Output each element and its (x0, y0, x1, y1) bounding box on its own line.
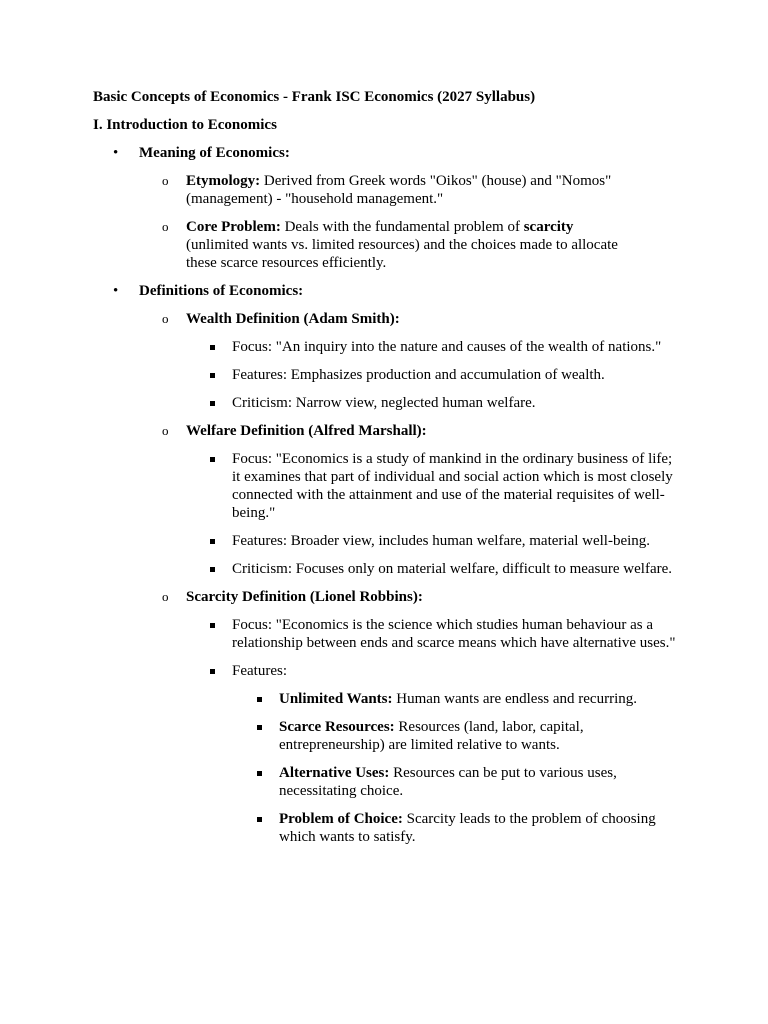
square-bullet-icon (210, 623, 215, 628)
scarcity-label: Scarcity Definition (Lionel Robbins): (186, 589, 423, 605)
square-bullet-icon (210, 539, 215, 544)
list-item-scarcity-definition (93, 588, 693, 606)
list-item-feature-scarce-resources (93, 718, 693, 754)
list-item-core-problem (93, 218, 693, 272)
bullet-icon: • (113, 145, 119, 161)
etymology-body: Derived from Greek words "Oikos" (house) and "Nomos" (management) - "household management." (186, 173, 612, 207)
square-bullet-icon (257, 771, 262, 776)
list-item-definitions (93, 282, 693, 300)
list-item-etymology (93, 172, 693, 208)
square-bullet-icon (210, 345, 215, 350)
square-bullet-icon (210, 373, 215, 378)
welfare-features: Features: Broader view, includes human welfare, material well-being. (232, 533, 651, 549)
document-title: Basic Concepts of Economics - Frank ISC Economics (2027 Syllabus) (93, 89, 536, 105)
feature-body: Human wants are endless and recurring. (392, 691, 637, 707)
wealth-label: Wealth Definition (Adam Smith): (186, 311, 400, 327)
feature-body: Resources can be put to various uses, necessitating choice. (279, 765, 617, 799)
feature-text (279, 718, 679, 754)
circle-bullet-icon: o (162, 173, 169, 188)
list-item-scarcity-features (93, 662, 693, 680)
meaning-label: Meaning of Economics: (139, 145, 290, 161)
list-item-feature-alternative-uses (93, 764, 693, 800)
scarcity-features-label: Features: (232, 663, 287, 679)
square-bullet-icon (257, 697, 262, 702)
feature-body: Resources (land, labor, capital, entrepreneurship) are limited relative to wants. (279, 719, 584, 753)
feature-body: Scarcity leads to the problem of choosing which wants to satisfy. (279, 811, 656, 845)
feature-label: Alternative Uses: (279, 765, 390, 781)
document-page (93, 88, 693, 856)
wealth-focus: Focus: "An inquiry into the nature and causes of the wealth of nations." (232, 339, 662, 355)
feature-label: Scarce Resources: (279, 719, 395, 735)
list-item-welfare-focus (93, 450, 693, 522)
circle-bullet-icon: o (162, 589, 169, 604)
wealth-criticism: Criticism: Narrow view, neglected human welfare. (232, 395, 536, 411)
core-problem-body-start: Deals with the fundamental problem of (280, 219, 524, 235)
list-item-feature-problem-of-choice (93, 810, 693, 846)
square-bullet-icon (210, 567, 215, 572)
welfare-label: Welfare Definition (Alfred Marshall): (186, 423, 427, 439)
list-item-scarcity-focus (93, 616, 693, 652)
etymology-label: Etymology: (186, 173, 261, 189)
etymology-text (186, 172, 631, 208)
feature-text (279, 764, 679, 800)
welfare-focus: Focus: "Economics is a study of mankind in the ordinary business of life; it examines that part of individual and social action which is most closely connected with the attainment and use of the material requisites of well-being." (232, 451, 673, 521)
feature-text (279, 690, 679, 708)
list-item-welfare-features (93, 532, 693, 550)
feature-label: Unlimited Wants: (279, 691, 393, 707)
welfare-criticism: Criticism: Focuses only on material welfare, difficult to measure welfare. (232, 561, 673, 577)
scarcity-focus: Focus: "Economics is the science which studies human behaviour as a relationship between ends and scarce means which have alternative uses." (232, 617, 676, 651)
list-item-meaning (93, 144, 693, 162)
square-bullet-icon (210, 669, 215, 674)
circle-bullet-icon: o (162, 423, 169, 438)
square-bullet-icon (210, 401, 215, 406)
section-heading: I. Introduction to Economics (93, 117, 277, 133)
list-item-wealth-focus (93, 338, 693, 356)
list-item-wealth-definition (93, 310, 693, 328)
square-bullet-icon (257, 817, 262, 822)
list-item-wealth-criticism (93, 394, 693, 412)
square-bullet-icon (257, 725, 262, 730)
circle-bullet-icon: o (162, 311, 169, 326)
core-problem-bold-word: scarcity (523, 219, 574, 235)
feature-label: Problem of Choice: (279, 811, 403, 827)
bullet-icon: • (113, 283, 119, 299)
wealth-features: Features: Emphasizes production and accumulation of wealth. (232, 367, 605, 383)
circle-bullet-icon: o (162, 219, 169, 234)
list-item-welfare-criticism (93, 560, 693, 578)
list-item-feature-unlimited-wants (93, 690, 693, 708)
list-item-welfare-definition (93, 422, 693, 440)
list-item-wealth-features (93, 366, 693, 384)
square-bullet-icon (210, 457, 215, 462)
definitions-label: Definitions of Economics: (139, 283, 304, 299)
core-problem-text (186, 218, 631, 272)
feature-text (279, 810, 679, 846)
core-problem-label: Core Problem: (186, 219, 281, 235)
core-problem-body-end: (unlimited wants vs. limited resources) and the choices made to allocate these scarce resources efficiently. (186, 237, 618, 271)
